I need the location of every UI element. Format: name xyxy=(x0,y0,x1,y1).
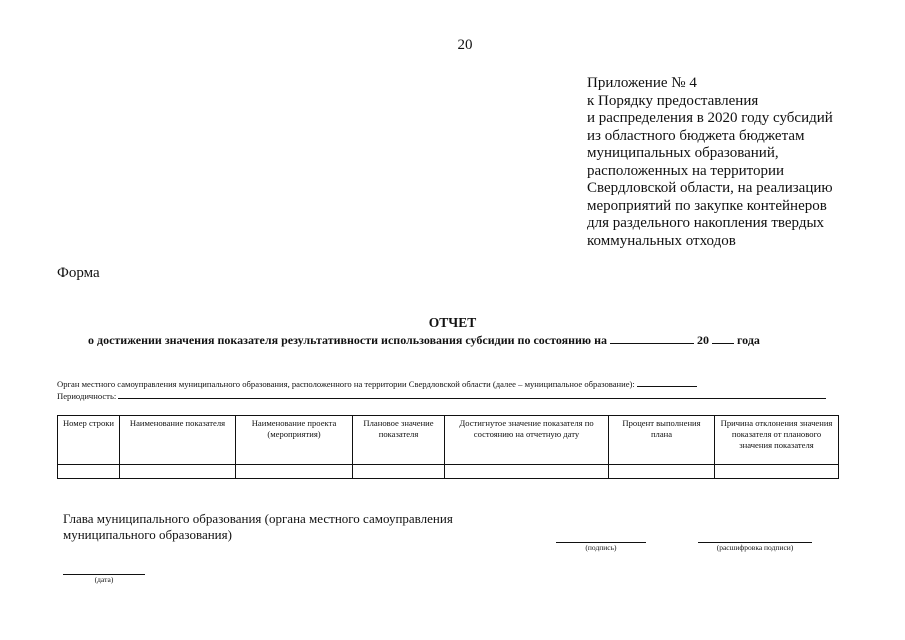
table-cell[interactable] xyxy=(236,465,353,479)
signature-field xyxy=(556,542,646,552)
table-header-row xyxy=(58,416,839,465)
signature-caption: (подпись) xyxy=(585,543,617,552)
table-row xyxy=(58,465,839,479)
indicators-table xyxy=(57,415,839,479)
report-title: ОТЧЕТ xyxy=(428,315,477,330)
table-cell[interactable] xyxy=(609,465,715,479)
appendix-line: из областного бюджета бюджетам xyxy=(587,127,805,144)
head-label-line: муниципального образования) xyxy=(63,527,232,542)
periodicity-label: Периодичность: xyxy=(57,391,117,401)
appendix-line: Приложение № 4 xyxy=(587,75,697,91)
periodicity-input-line[interactable] xyxy=(118,398,826,399)
column-header-deviation-reason: Причина отклонения значения показателя от планового значения показателя xyxy=(715,416,839,465)
appendix-line: к Порядку предоставления xyxy=(587,92,759,109)
head-label-line: Глава муниципального образования (органа местного самоуправления xyxy=(63,511,453,526)
column-header-planned-value: Плановое значение показателя xyxy=(353,416,445,465)
appendix-line: для раздельного накопления твердых xyxy=(587,215,825,231)
column-header-achieved-value: Достигнутое значение показателя по состоянию на отчетную дату xyxy=(445,416,609,465)
appendix-line: расположенных на территории xyxy=(587,162,785,179)
org-input-line[interactable] xyxy=(637,386,697,387)
report-subtitle xyxy=(88,333,760,348)
year-blank[interactable] xyxy=(712,343,734,344)
head-signature-label xyxy=(63,511,453,543)
date-field xyxy=(63,574,145,584)
appendix-line: муниципальных образований, xyxy=(587,145,779,161)
table-cell[interactable] xyxy=(58,465,120,479)
date-blank[interactable] xyxy=(610,343,694,344)
report-subtitle-year: 20 xyxy=(697,333,710,347)
appendix-line: и распределения в 2020 году субсидий xyxy=(587,110,833,126)
decoding-field xyxy=(698,542,812,552)
report-subtitle-suffix: года xyxy=(737,333,760,347)
org-label: Орган местного самоуправления муниципального образования, расположенного на территории Свердловской области (далее – муниципальное образование): xyxy=(57,379,635,389)
column-header-indicator-name: Наименование показателя xyxy=(120,416,236,465)
appendix-line: мероприятий по закупке контейнеров xyxy=(587,197,827,214)
table-cell[interactable] xyxy=(445,465,609,479)
periodicity-field xyxy=(57,391,826,401)
appendix-block xyxy=(587,75,887,250)
table-cell[interactable] xyxy=(353,465,445,479)
appendix-line: коммунальных отходов xyxy=(587,232,736,249)
page-number: 20 xyxy=(457,37,473,53)
table-cell[interactable] xyxy=(120,465,236,479)
column-header-completion-percent: Процент выполнения плана xyxy=(609,416,715,465)
report-subtitle-prefix: о достижении значения показателя результативности использования субсидии по состоянию на xyxy=(88,333,608,347)
column-header-project-name: Наименование проекта (мероприятия) xyxy=(236,416,353,465)
column-header-row-number: Номер строки xyxy=(58,416,120,465)
table-cell[interactable] xyxy=(715,465,839,479)
form-label: Форма xyxy=(57,265,100,281)
decoding-caption: (расшифровка подписи) xyxy=(716,543,794,552)
date-caption: (дата) xyxy=(94,575,114,584)
appendix-line: Свердловской области, на реализацию xyxy=(587,180,833,196)
org-field xyxy=(57,379,697,389)
